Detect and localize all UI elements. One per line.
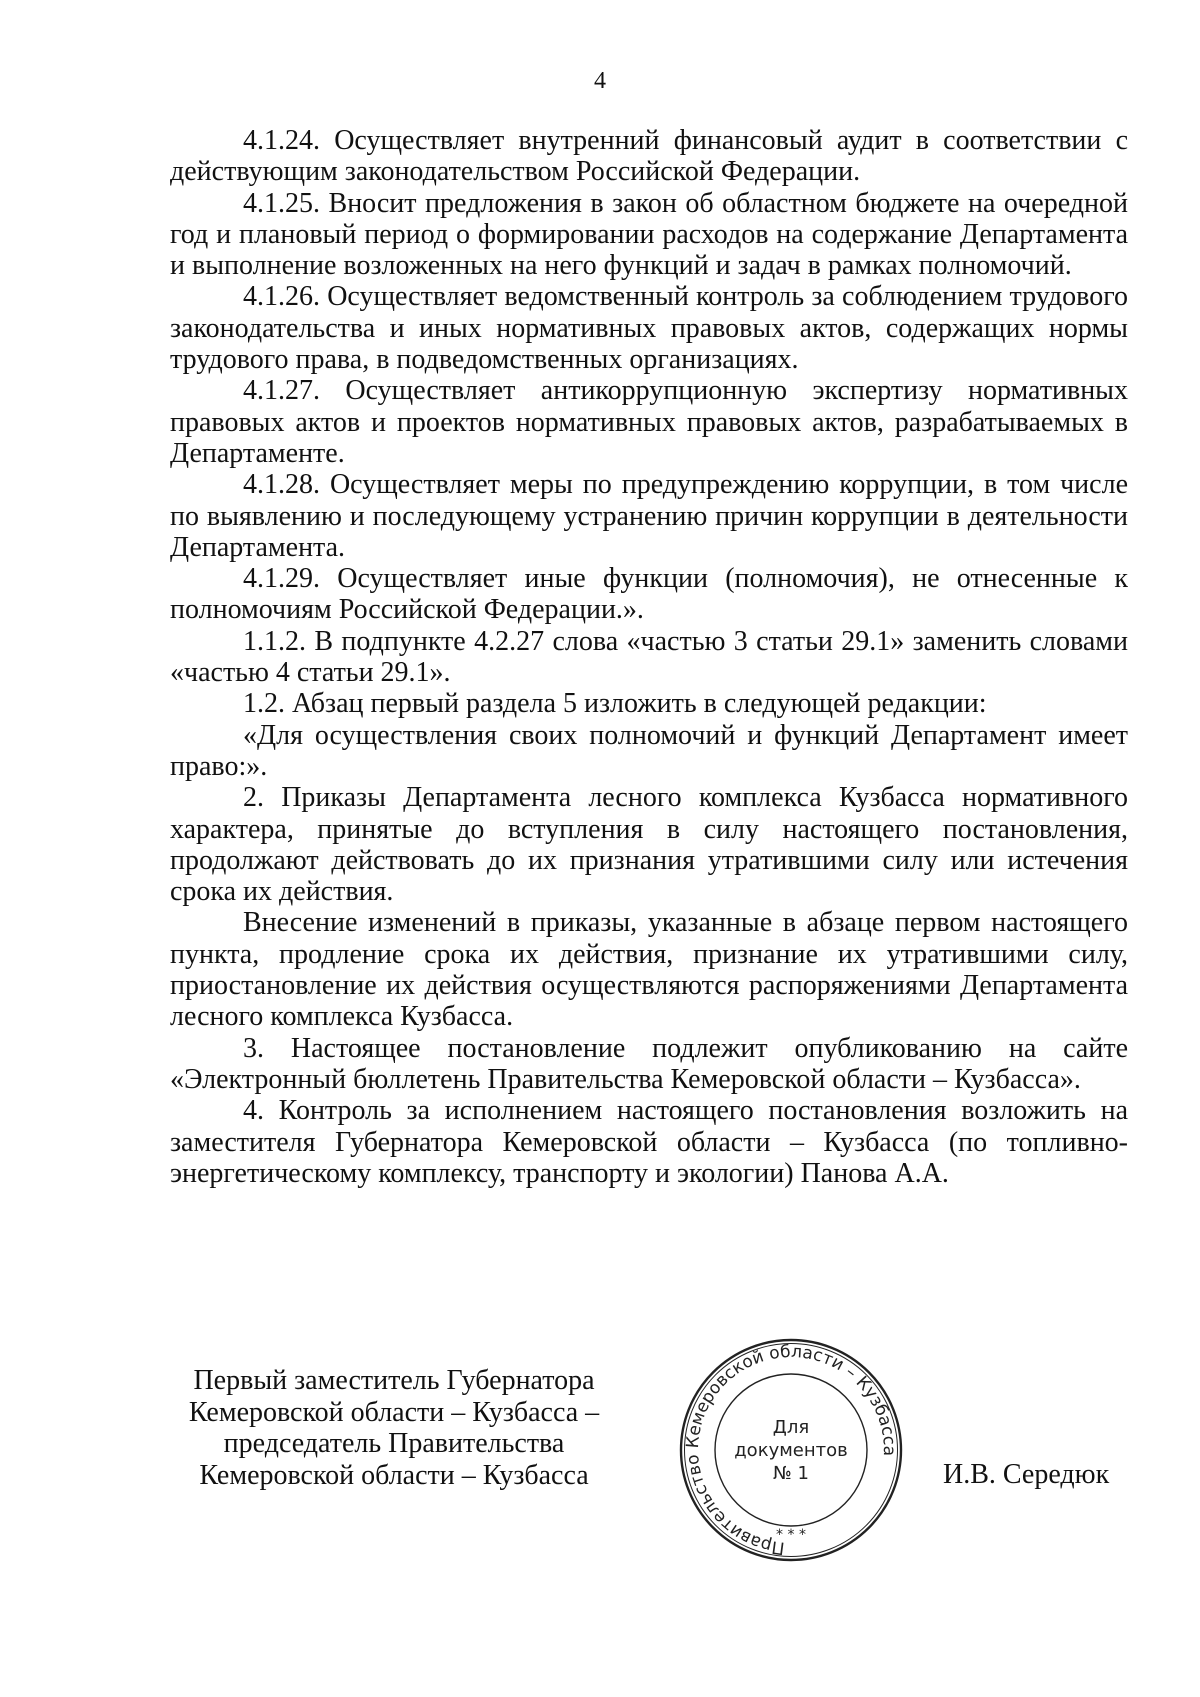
paragraph-4-1-26: 4.1.26. Осуществляет ведомственный контроль за соблюдением трудового законодательства и иных нормативных правовых актов, содержащих нормы трудового права, в подведомственных организациях. bbox=[170, 281, 1128, 376]
paragraph-3: 3. Настоящее постановление подлежит опубликованию на сайте «Электронный бюллетень Правительства Кемеровской области – Кузбасса». bbox=[170, 1032, 1128, 1095]
official-seal bbox=[676, 1335, 906, 1565]
paragraph-1-2: 1.2. Абзац первый раздела 5 изложить в следующей редакции: bbox=[243, 688, 987, 720]
paragraph-2-second: Внесение изменений в приказы, указанные в абзаце первом настоящего пункта, продление срока их действия, признание их утратившими силу, приостановление их действия осуществляются распоряжениями Департамента лесного комплекса Кузбасса. bbox=[170, 907, 1128, 1033]
signatory-title bbox=[178, 1365, 610, 1491]
seal-ring-text: Правительство Кемеровской области – Кузбасса bbox=[682, 1341, 900, 1558]
signatory-title-line: председатель Правительства bbox=[223, 1428, 565, 1459]
paragraph-1-1-2: 1.1.2. В подпункте 4.2.27 слова «частью 3 статьи 29.1» заменить словами «частью 4 статьи 29.1». bbox=[170, 625, 1128, 689]
seal-center-line: № 1 bbox=[773, 1463, 809, 1484]
paragraph-4-1-27: 4.1.27. Осуществляет антикоррупционную экспертизу нормативных правовых актов и проектов нормативных правовых актов, разрабатываемых в Департаменте. bbox=[170, 375, 1128, 469]
paragraph-4-1-24: 4.1.24. Осуществляет внутренний финансовый аудит в соответствии с действующим законодательством Российской Федерации. bbox=[170, 125, 1128, 188]
signatory-name: И.В. Середюк bbox=[943, 1459, 1110, 1490]
seal-graphic bbox=[676, 1335, 906, 1565]
signatory-title-line: Кемеровской области – Кузбасса bbox=[199, 1459, 589, 1491]
paragraph-4-1-29: 4.1.29. Осуществляет иные функции (полномочия), не отнесенные к полномочиям Российской Федерации.». bbox=[170, 563, 1128, 626]
seal-center-line: документов bbox=[734, 1440, 848, 1461]
paragraph-4: 4. Контроль за исполнением настоящего постановления возложить на заместителя Губернатора Кемеровской области – Кузбасса (по топливно-энергетическому комплексу, транспорту и экологии) Панова А.А. bbox=[170, 1095, 1128, 1189]
page-number: 4 bbox=[594, 68, 606, 94]
signatory-title-line: Кемеровской области – Кузбасса – bbox=[188, 1396, 600, 1428]
paragraph-4-1-25: 4.1.25. Вносит предложения в закон об областном бюджете на очередной год и плановый период о формировании расходов на содержание Департамента и выполнение возложенных на него функций и задач в рамках полномочий. bbox=[170, 187, 1128, 282]
seal-stars: * * * bbox=[776, 1527, 806, 1543]
signatory-title-line: Первый заместитель Губернатора bbox=[193, 1365, 595, 1396]
paragraph-2: 2. Приказы Департамента лесного комплекса Кузбасса нормативного характера, принятые до вступления в силу настоящего постановления, продолжают действовать до их признания утратившими силу или истечения срока их действия. bbox=[170, 782, 1128, 908]
seal-center-line: Для bbox=[772, 1417, 810, 1438]
paragraph-section-5-new-text: «Для осуществления своих полномочий и функций Департамент имеет право:». bbox=[170, 719, 1128, 782]
document-body bbox=[170, 125, 1128, 1189]
paragraph-4-1-28: 4.1.28. Осуществляет меры по предупреждению коррупции, в том числе по выявлению и последующему устранению причин коррупции в деятельности Департамента. bbox=[170, 469, 1128, 563]
